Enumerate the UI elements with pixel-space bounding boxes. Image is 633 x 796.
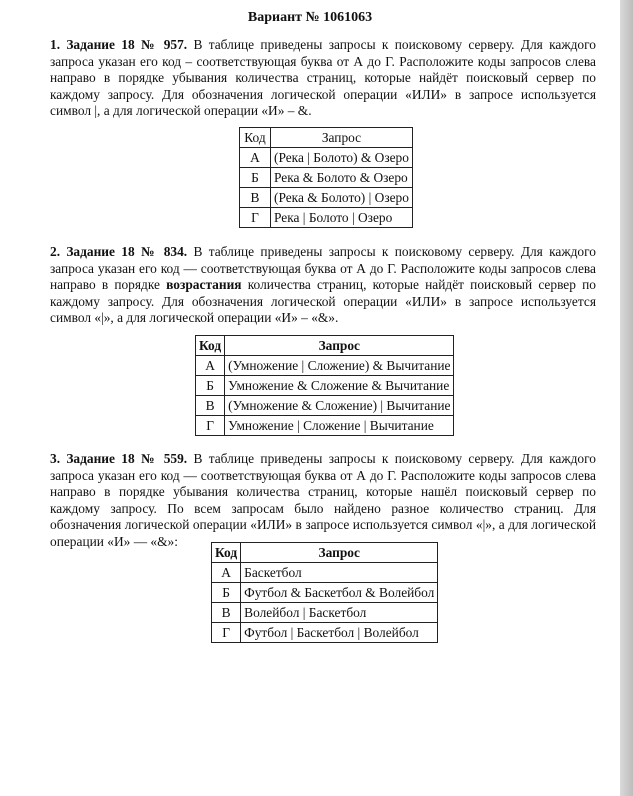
page-edge-shadow <box>620 0 633 796</box>
task-1-body: В таблице приведены запросы к поисковому серверу. Для каждого запроса указан его код – соответствующая буква от А до Г. Расположите коды запросов слева направо в порядке убывания количества страниц, которые найдёт поисковый сервер по каждому запросу. Для обозначения логической операции «ИЛИ» в запросе используется символ |, а для логической операции «И» – &. <box>50 37 596 119</box>
task-3-table <box>211 542 438 643</box>
row-query: Река & Болото & Озеро <box>271 168 413 188</box>
row-query: (Умножение & Сложение) | Вычитание <box>225 396 454 416</box>
table-row <box>212 623 438 643</box>
row-code: А <box>240 148 271 168</box>
task-1-table <box>239 127 413 228</box>
task-2-body-start: В таблице приведены запросы к поисковому серверу. Для каждого запроса указан его код — соответствующая буква от А до Г. Расположите коды запросов слева направо в порядке <box>50 244 596 293</box>
row-code: В <box>240 188 271 208</box>
table-row <box>240 168 413 188</box>
table-row <box>240 208 413 228</box>
table-row <box>196 356 454 376</box>
row-query: Футбол & Баскетбол & Волейбол <box>241 583 438 603</box>
task-2-body-end: количества страниц, которые найдёт поисковый сервер по каждому запросу. Для обозначения логической операции «ИЛИ» в запросе используется символ «|», а для логической операции «И» – «&». <box>50 277 596 326</box>
table-row <box>196 416 454 436</box>
row-code: А <box>196 356 225 376</box>
row-query: (Умножение | Сложение) & Вычитание <box>225 356 454 376</box>
table-row <box>212 603 438 623</box>
task-2-number: 2. Задание 18 № 834. <box>50 244 188 259</box>
row-query: (Река & Болото) | Озеро <box>271 188 413 208</box>
row-code: Г <box>240 208 271 228</box>
header-code: Код <box>240 128 271 148</box>
row-code: Г <box>196 416 225 436</box>
table-header-row <box>196 336 454 356</box>
table-header-row <box>212 543 438 563</box>
header-query: Запрос <box>271 128 413 148</box>
task-2-emphasis: возрастания <box>166 277 242 293</box>
header-query: Запрос <box>241 543 438 563</box>
table-row <box>212 583 438 603</box>
task-3-body: В таблице приведены запросы к поисковому серверу. Для каждого запроса указан его код — соответствующая буква от А до Г. Расположите коды запросов слева направо в порядке убывания количества страниц, которые нашёл поисковый сервер по каждому запросу. По всем запросам было найдено разное количество страниц. Для обозначения логической операции «ИЛИ» в запросе используется символ «|», а для логической операции «И» — «&»: <box>50 451 596 549</box>
header-query: Запрос <box>225 336 454 356</box>
row-code: В <box>196 396 225 416</box>
row-code: Б <box>212 583 241 603</box>
variant-title: Вариант № 1061063 <box>247 10 373 25</box>
row-query: Баскетбол <box>241 563 438 583</box>
table-row <box>240 148 413 168</box>
table-row <box>196 396 454 416</box>
row-query: Умножение | Сложение | Вычитание <box>225 416 454 436</box>
row-query: Футбол | Баскетбол | Волейбол <box>241 623 438 643</box>
row-code: Б <box>240 168 271 188</box>
row-code: Б <box>196 376 225 396</box>
task-1-number: 1. Задание 18 № 957. <box>50 37 188 52</box>
table-row <box>240 188 413 208</box>
table-row <box>212 563 438 583</box>
table-header-row <box>240 128 413 148</box>
row-code: В <box>212 603 241 623</box>
row-query: Умножение & Сложение & Вычитание <box>225 376 454 396</box>
row-code: А <box>212 563 241 583</box>
task-1-text <box>50 37 596 120</box>
header-code: Код <box>212 543 241 563</box>
task-3-text <box>50 451 596 551</box>
row-query: (Река | Болото) & Озеро <box>271 148 413 168</box>
row-query: Река | Болото | Озеро <box>271 208 413 228</box>
row-query: Волейбол | Баскетбол <box>241 603 438 623</box>
header-code: Код <box>196 336 225 356</box>
task-2-table <box>195 335 454 436</box>
task-2-text <box>50 244 596 327</box>
task-3-number: 3. Задание 18 № 559. <box>50 451 188 466</box>
row-code: Г <box>212 623 241 643</box>
table-row <box>196 376 454 396</box>
